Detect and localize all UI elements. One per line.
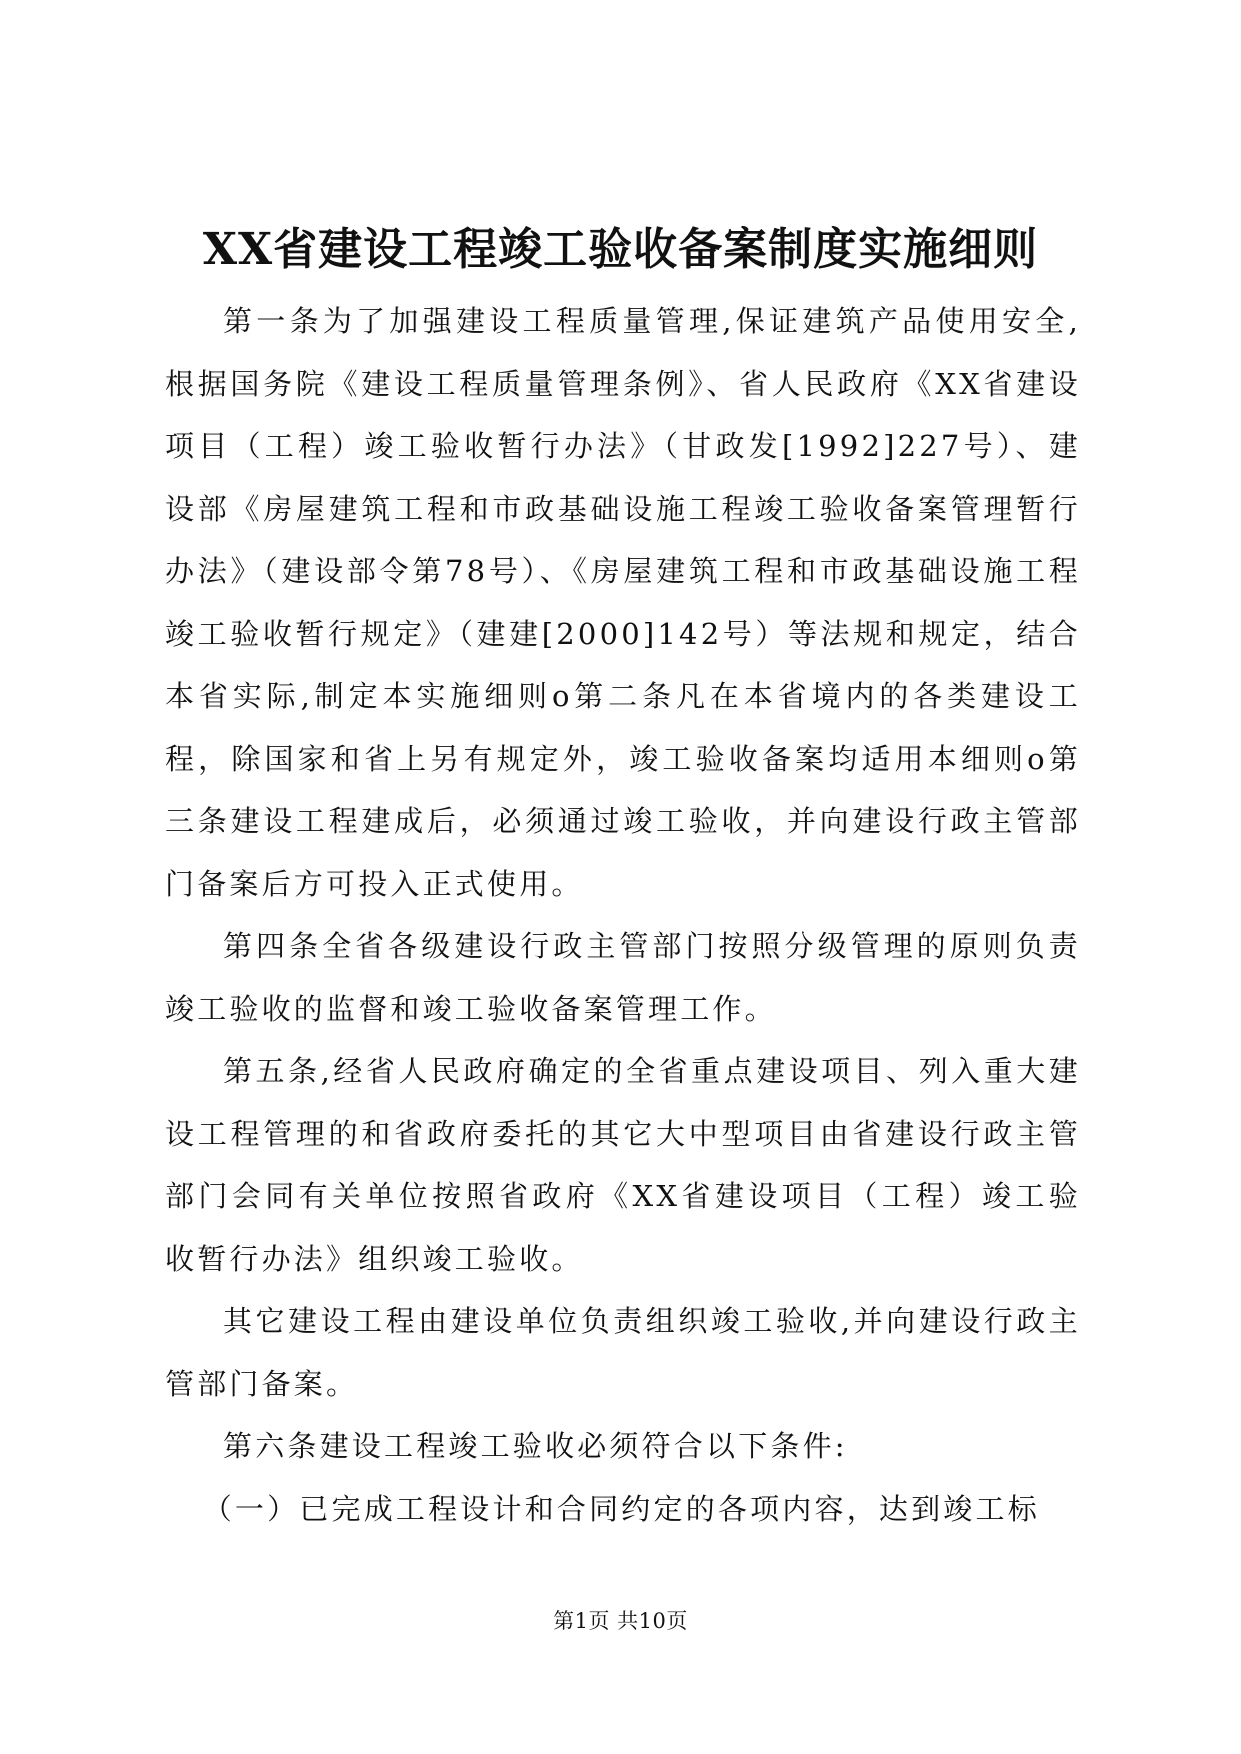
paragraph-article-4: 第四条全省各级建设行政主管部门按照分级管理的原则负责竣工验收的监督和竣工验收备案管理工作。 — [165, 929, 1081, 1026]
paragraph-article-6: 第六条建设工程竣工验收必须符合以下条件: — [223, 1429, 848, 1463]
paragraph-other-projects: 其它建设工程由建设单位负责组织竣工验收,并向建设行政主管部门备案。 — [165, 1304, 1081, 1401]
paragraph-article-1-3: 第一条为了加强建设工程质量管理,保证建筑产品使用安全,根据国务院《建设工程质量管理条例》、省人民政府《XX省建设项目（工程）竣工验收暂行办法》（甘政发[1992]227号）、建设部《房屋建筑工程和市政基础设施工程竣工验收备案管理暂行办法》（建设部令第78号）、《房屋建筑工程和市政基础设施工程竣工验收暂行规定》（建建[2000]142号）等法规和规定，结合本省实际,制定本实施细则o第二条凡在本省境内的各类建设工程，除国家和省上另有规定外，竣工验收备案均适用本细则o第三条建设工程建成后，必须通过竣工验收，并向建设行政主管部门备案后方可投入正式使用。 — [165, 304, 1081, 901]
page-indicator: 第1页 共10页 — [553, 1609, 688, 1633]
paragraph-condition-1: （一）已完成工程设计和合同约定的各项内容，达到竣工标 — [202, 1491, 1040, 1526]
document-title: XX省建设工程竣工验收备案制度实施细则 — [202, 224, 1039, 275]
paragraph-article-5: 第五条,经省人民政府确定的全省重点建设项目、列入重大建设工程管理的和省政府委托的其它大中型项目由省建设行政主管部门会同有关单位按照省政府《XX省建设项目（工程）竣工验收暂行办法》组织竣工验收。 — [165, 1054, 1081, 1276]
document-body — [165, 290, 1081, 1540]
